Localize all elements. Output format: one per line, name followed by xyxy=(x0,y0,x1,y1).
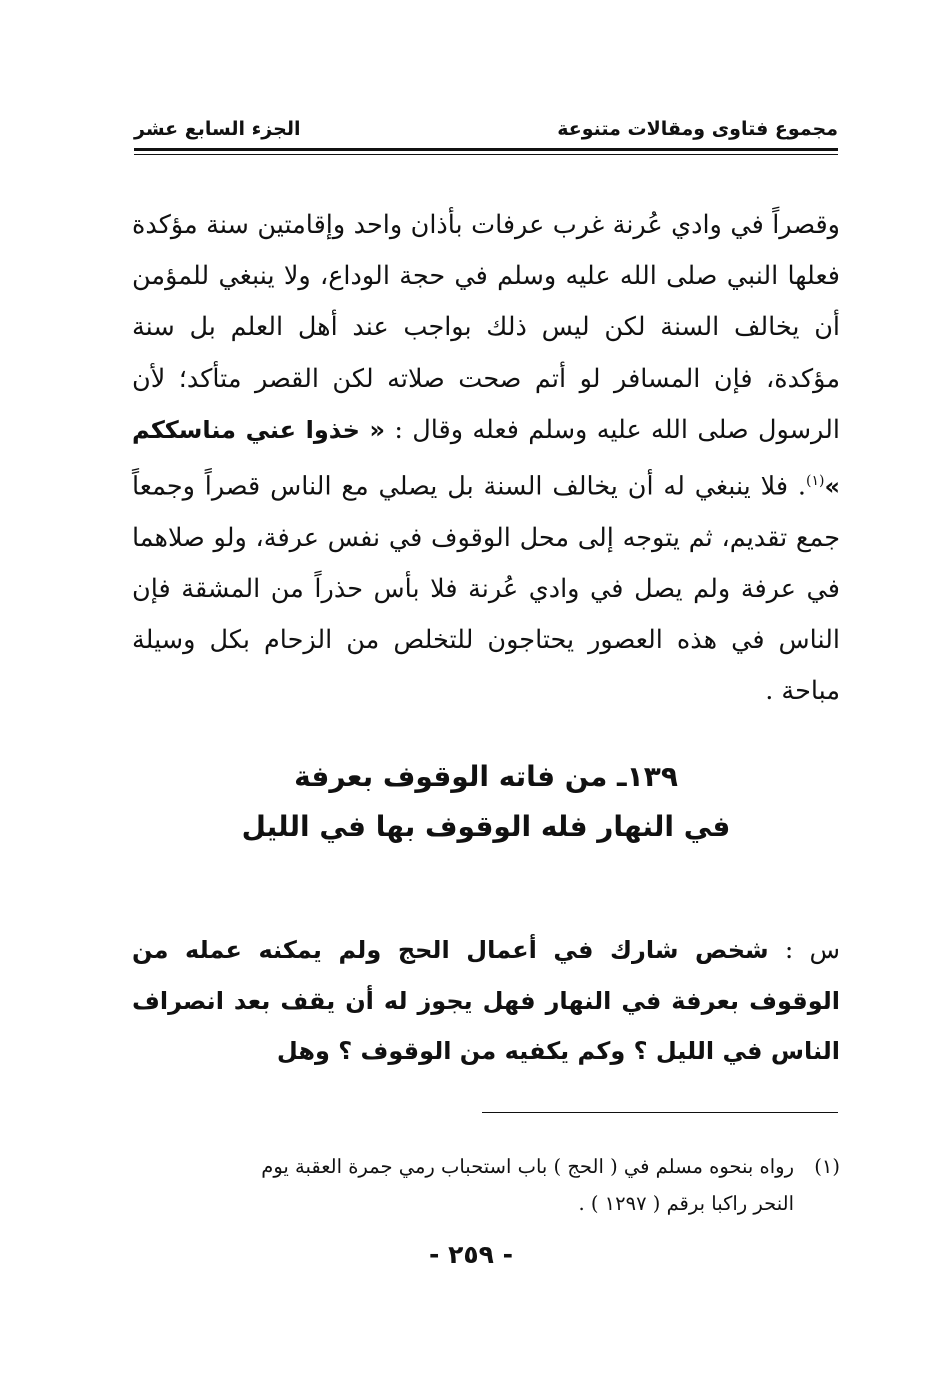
header-rule-thin xyxy=(134,154,838,155)
body-text-before-quote: وقصراً في وادي عُرنة غرب عرفات بأذان واحد وإقامتين سنة مؤكدة فعلها النبي صلى الله عليه وسلم في حجة الوداع، ولا ينبغي للمؤمن أن يخالف السنة لكن ليس ذلك بواجب عند أهل العلم بل سنة مؤكدة، فإن المسافر لو أتم صحت صلاته لكن القصر متأكد؛ لأن الرسول صلى الله عليه وسلم فعله وقال : xyxy=(132,210,840,445)
footnote-separator xyxy=(482,1112,838,1113)
question-prefix: س : xyxy=(768,935,840,964)
body-paragraph xyxy=(132,200,840,718)
header-rule-thick xyxy=(134,148,838,151)
running-header xyxy=(134,118,838,140)
header-volume: الجزء السابع عشر xyxy=(134,118,301,140)
page-number: - ٢٥٩ - xyxy=(429,1240,513,1269)
section-heading xyxy=(132,752,840,852)
footnote-marker[interactable]: (١) xyxy=(806,473,825,490)
question-paragraph xyxy=(132,925,840,1077)
footnote-number: (١) xyxy=(814,1155,840,1178)
footnote-line-2: النحر راكبا برقم ( ١٢٩٧ ) . xyxy=(578,1192,794,1215)
hadith-quote: « خذوا عني مناسككم » xyxy=(132,415,840,501)
question-text: شخص شارك في أعمال الحج ولم يمكنه عمله من الوقوف بعرفة في النهار فهل يجوز له أن يقف بعد انصراف الناس في الليل ؟ وكم يكفيه من الوقوف ؟ وهل xyxy=(132,936,840,1065)
body-text-after-quote: . فلا ينبغي له أن يخالف السنة بل يصلي مع الناس قصراً وجمعاً جمع تقديم، ثم يتوجه إلى محل الوقوف في نفس عرفة، ولو صلاهما في عرفة ولم يصل في وادي عُرنة فلا بأس حذراً من المشقة فإن الناس في هذه العصور يحتاجون للتخلص من الزحام بكل وسيلة مباحة . xyxy=(132,471,840,707)
heading-line-1: ١٣٩ـ من فاته الوقوف بعرفة xyxy=(294,760,678,793)
heading-line-2: في النهار فله الوقوف بها في الليل xyxy=(241,810,731,843)
footnote-line-1: رواه بنحوه مسلم في ( الحج ) باب استحباب رمي جمرة العقبة يوم xyxy=(261,1155,794,1178)
header-book-title: مجموع فتاوى ومقالات متنوعة xyxy=(557,118,838,140)
footnote xyxy=(132,1148,840,1222)
